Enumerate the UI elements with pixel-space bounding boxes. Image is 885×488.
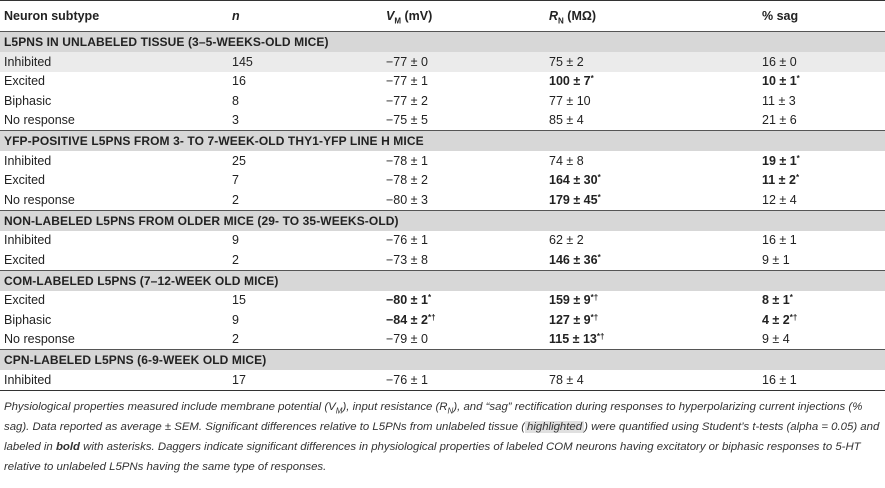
- cell-rn: 78 ± 4: [549, 372, 584, 387]
- cell-rn: 74 ± 8: [549, 153, 584, 168]
- cell-rn: 75 ± 2: [545, 52, 758, 72]
- header-sag: % sag: [762, 9, 799, 23]
- cell-subtype: Excited: [4, 173, 45, 188]
- cell-rn: 164 ± 30*: [549, 173, 601, 188]
- cell-vm: −77 ± 0: [382, 52, 545, 72]
- cell-n: 145: [228, 52, 382, 72]
- cell-vm: −76 ± 1: [386, 233, 428, 248]
- cell-subtype: Biphasic: [4, 93, 52, 108]
- caption-highlighted-note: highlighted: [527, 421, 583, 433]
- cell-vm: −73 ± 8: [386, 252, 428, 267]
- cell-sag: 9 ± 4: [762, 332, 790, 347]
- cell-vm: −78 ± 1: [386, 153, 428, 168]
- cell-rn: 179 ± 45*: [549, 192, 601, 207]
- header-n: n: [232, 9, 240, 23]
- header-subtype: Neuron subtype: [4, 9, 100, 23]
- table-row: [0, 91, 885, 111]
- cell-sag: 16 ± 0: [758, 52, 885, 72]
- section-header-row: [0, 131, 885, 152]
- table-row: [0, 190, 885, 210]
- cell-rn: 146 ± 36*: [549, 252, 601, 267]
- cell-subtype: Inhibited: [4, 153, 52, 168]
- cell-subtype: No response: [4, 332, 75, 347]
- header-vm: $V_M$ (mV): [386, 9, 433, 26]
- section-title: L5PNS IN UNLABELED TISSUE (3–5-WEEKS-OLD MICE): [0, 32, 885, 53]
- cell-vm: −80 ± 3: [386, 192, 428, 207]
- cell-n: 7: [232, 173, 239, 188]
- table-row: [0, 72, 885, 92]
- cell-n: 2: [232, 192, 239, 207]
- cell-vm: −77 ± 2: [386, 93, 428, 108]
- cell-subtype: No response: [4, 192, 75, 207]
- cell-subtype: Excited: [4, 74, 45, 89]
- cell-subtype: Inhibited: [4, 233, 52, 248]
- cell-sag: 11 ± 3: [762, 93, 796, 108]
- table-row: [0, 370, 885, 390]
- cell-vm: −84 ± 2*†: [386, 312, 436, 327]
- header-row: [0, 1, 885, 32]
- cell-n: 16: [232, 74, 246, 89]
- cell-subtype: Excited: [4, 252, 45, 267]
- section-header-row: [0, 270, 885, 291]
- cell-vm: −80 ± 1*: [386, 293, 432, 308]
- cell-rn: 100 ± 7*: [549, 74, 594, 89]
- table-row: [0, 310, 885, 330]
- cell-rn: 62 ± 2: [549, 233, 584, 248]
- section-title: YFP-POSITIVE L5PNS FROM 3- TO 7-WEEK-OLD THY1-YFP LINE H MICE: [0, 131, 885, 152]
- header-rn: $R_N$ (MΩ): [549, 9, 597, 26]
- cell-rn: 77 ± 10: [549, 93, 591, 108]
- cell-sag: 4 ± 2*†: [762, 312, 798, 327]
- table-row: [0, 171, 885, 191]
- table-body: [0, 32, 885, 391]
- cell-rn: 85 ± 4: [549, 113, 584, 128]
- section-title: COM-LABELED L5PNS (7–12-WEEK OLD MICE): [0, 270, 885, 291]
- cell-n: 25: [232, 153, 246, 168]
- cell-rn: 127 ± 9*†: [549, 312, 599, 327]
- table-row: [0, 151, 885, 171]
- cell-n: 2: [232, 252, 239, 267]
- section-header-row: [0, 210, 885, 231]
- table-row: [0, 330, 885, 350]
- table-row: [0, 52, 885, 72]
- cell-sag: 11 ± 2*: [762, 173, 800, 188]
- section-header-row: [0, 350, 885, 371]
- table-row: [0, 250, 885, 270]
- cell-subtype: Inhibited: [0, 52, 228, 72]
- table-row: [0, 111, 885, 131]
- cell-sag: 12 ± 4: [762, 192, 797, 207]
- cell-n: 9: [232, 312, 239, 327]
- cell-subtype: Biphasic: [4, 312, 52, 327]
- cell-vm: −78 ± 2: [386, 173, 428, 188]
- cell-vm: −75 ± 5: [386, 113, 428, 128]
- cell-subtype: No response: [4, 113, 75, 128]
- cell-vm: −79 ± 0: [386, 332, 428, 347]
- cell-n: 2: [232, 332, 239, 347]
- section-title: CPN-LABELED L5PNS (6-9-WEEK OLD MICE): [0, 350, 885, 371]
- table-row: [0, 231, 885, 251]
- cell-n: 15: [232, 293, 246, 308]
- cell-vm: −77 ± 1: [386, 74, 428, 89]
- cell-n: 17: [232, 372, 246, 387]
- cell-vm: −76 ± 1: [386, 372, 428, 387]
- cell-sag: 16 ± 1: [762, 233, 797, 248]
- table-caption: Physiological properties measured include membrane potential $(V_M)$, input resistance $(R_N)$, and “sag” rectification during responses to hyperpolarizing current injections (% sag). Data reported as average ± SEM. Significant differences relative to L5PNs from unlabeled tissue ( highlighted ) were quantified using Student’s t-tests (alpha = 0.05) and labeled in bold with asterisks. Daggers indicate significant differences in physiological properties of labeled COM neurons having excitatory or biphasic responses to 5-HT relative to unlabeled L5PNs having the same type of responses.: [4, 401, 880, 473]
- cell-rn: 159 ± 9*†: [549, 293, 599, 308]
- cell-n: 9: [232, 233, 239, 248]
- table-row: [0, 291, 885, 311]
- section-title: NON-LABELED L5PNS FROM OLDER MICE (29- TO 35-WEEKS-OLD): [0, 210, 885, 231]
- cell-n: 3: [232, 113, 239, 128]
- section-header-row: [0, 32, 885, 53]
- cell-sag: 8 ± 1*: [762, 293, 793, 308]
- cell-subtype: Excited: [4, 293, 45, 308]
- cell-sag: 10 ± 1*: [762, 74, 800, 89]
- cell-sag: 9 ± 1: [762, 252, 790, 267]
- cell-n: 8: [232, 93, 239, 108]
- cell-sag: 21 ± 6: [762, 113, 797, 128]
- cell-rn: 115 ± 13*†: [549, 332, 605, 347]
- cell-subtype: Inhibited: [4, 372, 52, 387]
- cell-sag: 19 ± 1*: [762, 153, 800, 168]
- cell-sag: 16 ± 1: [762, 372, 797, 387]
